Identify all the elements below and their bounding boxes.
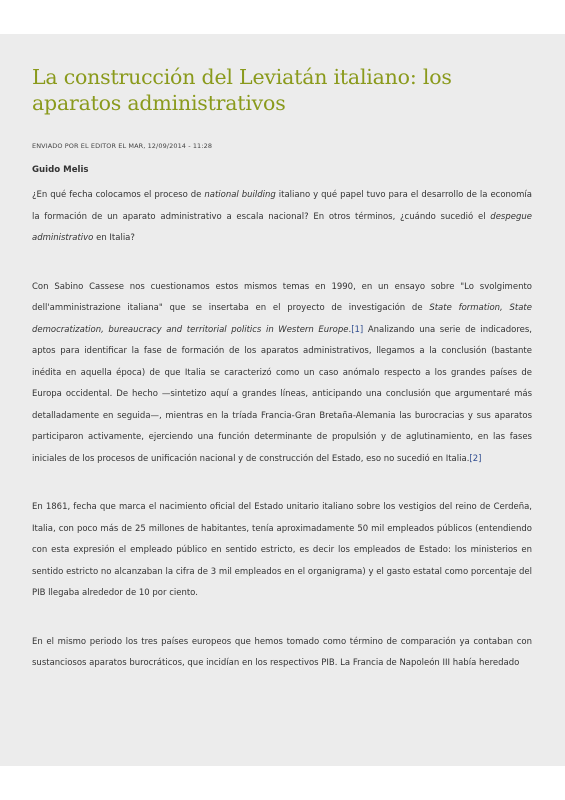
p2-text-d: Analizando una serie de indicadores, aptos para identificar la fase de formación de los aparatos administrativos, llegamos a la conclusión (bastante inédita en aquella época) de que Italia se caracterizó como un caso anómalo respecto a los grandes países de Europa occidental. De hecho —sintetizo aquí a grandes líneas, anticipando una conclusión que argumentaré más detalladamente en seguida—, mientras en la tríada Francia-Gran Bretaña-Alemania las burocracias y sus aparatos participaron activamente, ejerciendo una función determinante de propulsión y de aglutinamiento, en las fases iniciales de los procesos de unificación nacional y de construcción del Estado, eso no sucedió en Italia. (32, 324, 532, 464)
document-page (0, 34, 565, 766)
footnote-link-2[interactable]: [2] (469, 453, 482, 464)
paragraph-3: En 1861, fecha que marca el nacimiento oficial del Estado unitario italiano sobre los vestigios del reino de Cerdeña, Italia, con poco más de 25 millones de habitantes, tenía aproximadamente 50 mil empleados públicos (entendiendo con esta expresión el empleado público en sentido estricto, es decir los empleados de Estado: los ministerios en sentido estricto no alcanzaban la cifra de 3 mil empleados en el organigrama) y el gasto estatal como porcentaje del PIB llegaba alrededor de 10 por ciento. (32, 502, 532, 598)
p1-text-c: italiano y qué papel tuvo para el desarrollo de la economía la formación de un aparato administrativo a escala nacional? En otros términos, ¿cuándo sucedió el (32, 190, 532, 222)
p1-text-e: en Italia? (93, 233, 135, 243)
p1-emphasis-national-building: national building (204, 190, 276, 200)
paragraph-4: En el mismo periodo los tres países europeos que hemos tomado como término de comparación ya contaban con sustanciosos aparatos burocráticos, que incidían en los respectivos PIB. La Francia de Napoleón III había heredado (32, 636, 532, 668)
author-name: Guido Melis (32, 165, 89, 175)
p2-text-a: Con Sabino Cassese nos cuestionamos estos mismos temas en 1990, en un ensayo sobre "Lo svolgimento dell'amministrazione italiana" que se insertaba en el proyecto de investigación de (32, 281, 532, 313)
p1-text-a: ¿En qué fecha colocamos el proceso de (32, 190, 205, 200)
submitted-meta: ENVIADO POR EL EDITOR EL MAR, 12/09/2014 - 11:28 (32, 142, 213, 150)
paragraph-1 (32, 185, 532, 250)
p1-emphasis-despegue: despegue administrativo (32, 211, 532, 243)
p2-text-c: . (348, 324, 352, 335)
paragraph-2 (32, 277, 532, 471)
article-content (32, 64, 532, 675)
footnote-link-1[interactable]: [1] (351, 324, 364, 335)
article-title: La construcción del Leviatán italiano: los aparatos administrativos (32, 65, 452, 115)
p2-emphasis-project-title: State formation, State democratization, bureaucracy and territorial politics in Western Europe (32, 303, 532, 335)
